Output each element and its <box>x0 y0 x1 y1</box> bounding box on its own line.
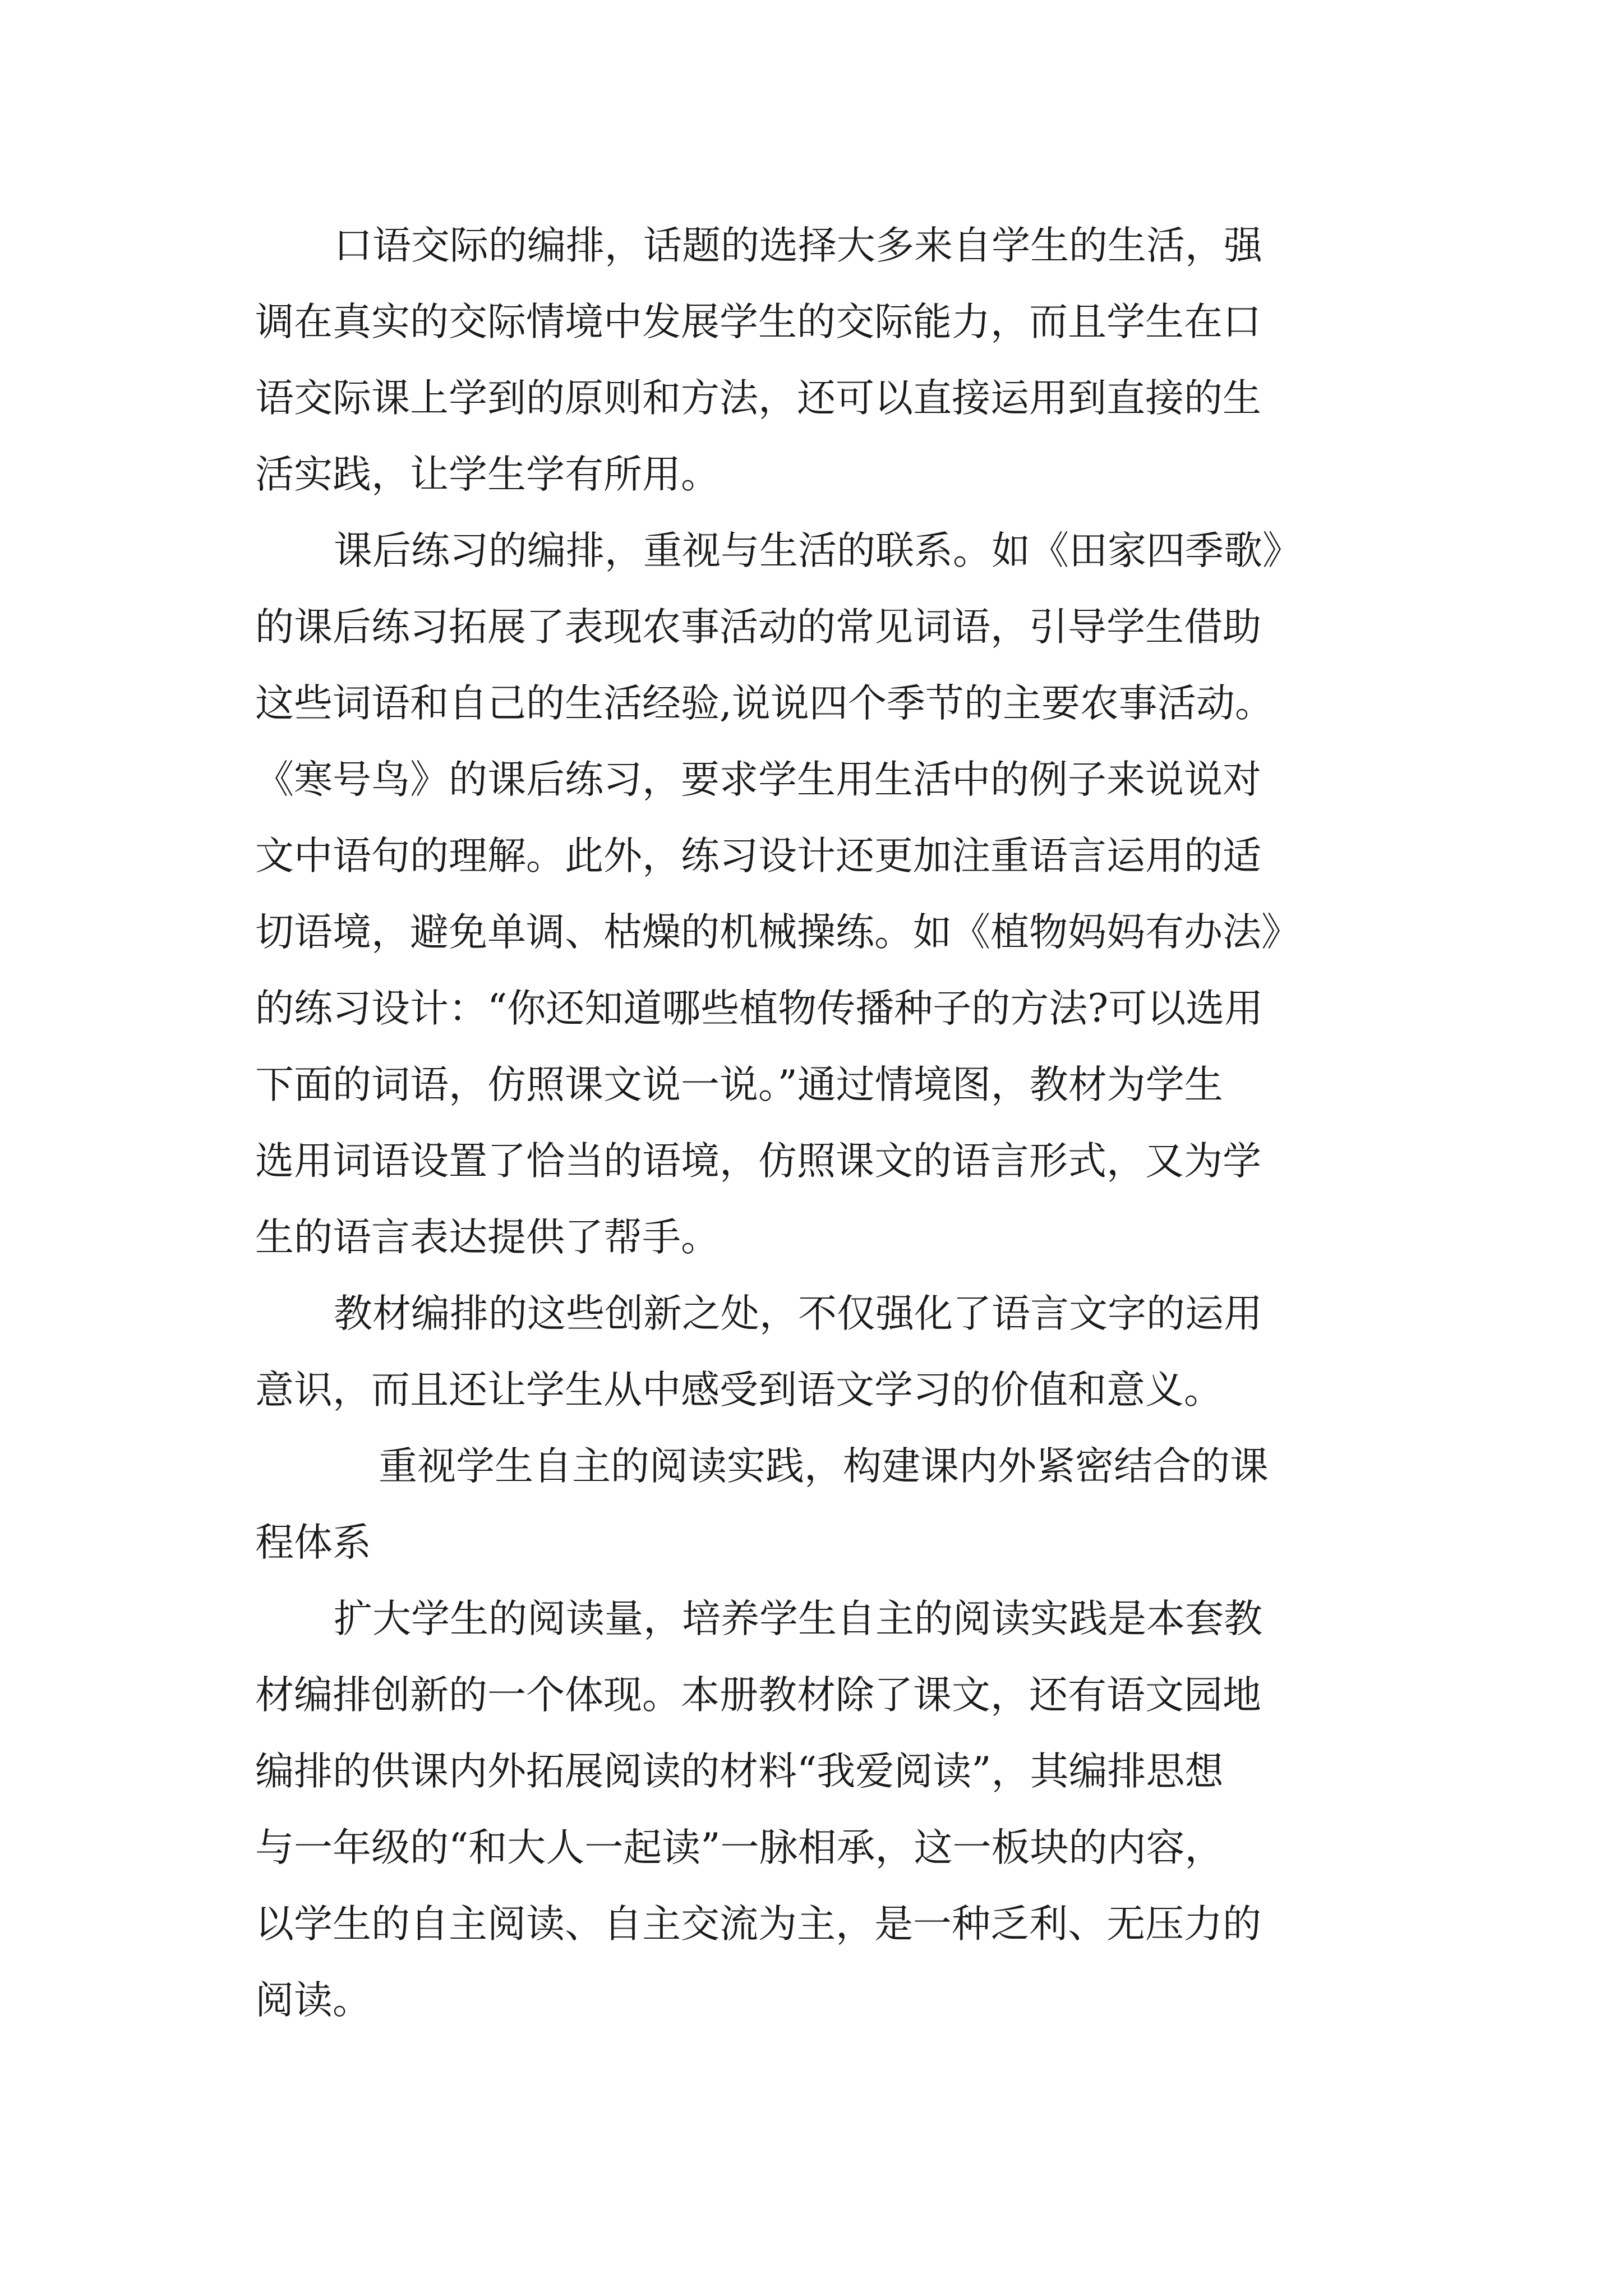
text-line: 选用词语设置了恰当的语境，仿照课文的语言形式，又为学 <box>255 1139 1261 1184</box>
text-line: 的课后练习拓展了表现农事活动的常见词语，引导学生借助 <box>255 605 1261 650</box>
text-line: 语交际课上学到的原则和方法，还可以直接运用到直接的生 <box>255 376 1261 421</box>
text-line: 与一年级的“和大人一起读”一脉相承，这一板块的内容， <box>255 1825 1224 1870</box>
text-line: 切语境，避免单调、枯燥的机械操练。如《植物妈妈有办法》 <box>255 910 1300 955</box>
section-heading <box>255 1428 1377 1581</box>
text-line: 文中语句的理解。此外，练习设计还更加注重语言运用的适 <box>255 834 1261 878</box>
text-line: 扩大学生的阅读量，培养学生自主的阅读实践是本套教 <box>334 1596 1262 1641</box>
text-line: 调在真实的交际情境中发展学生的交际能力，而且学生在口 <box>255 300 1261 344</box>
paragraph-reading-practice <box>255 1581 1377 2039</box>
text-line: 《寒号鸟》的课后练习，要求学生用生活中的例子来说说对 <box>255 757 1261 802</box>
text-line: 生的语言表达提供了帮手。 <box>255 1215 720 1260</box>
paragraph-oral-communication <box>255 208 1377 513</box>
document-body <box>255 208 1377 2039</box>
text-line: 意识，而且还让学生从中感受到语文学习的价值和意义。 <box>255 1368 1223 1412</box>
text-line: 口语交际的编排，话题的选择大多来自学生的生活，强 <box>334 223 1262 268</box>
text-line: 的练习设计：“你还知道哪些植物传播种子的方法?可以选用 <box>255 986 1264 1031</box>
text-line: 以学生的自主阅读、自主交流为主，是一种乏利、无压力的 <box>255 1902 1261 1947</box>
text-line: 下面的词语，仿照课文说一说。”通过情境图，教材为学生 <box>255 1062 1223 1107</box>
text-line: 这些词语和自己的生活经验,说说四个季节的主要农事活动。 <box>255 681 1274 726</box>
text-line: 编排的供课内外拓展阅读的材料“我爱阅读”，其编排思想 <box>255 1749 1224 1794</box>
heading-line: 程体系 <box>255 1520 371 1565</box>
paragraph-innovations <box>255 1276 1377 1428</box>
text-line: 课后练习的编排，重视与生活的联系。如《田家四季歌》 <box>334 528 1301 573</box>
text-line: 阅读。 <box>255 1978 371 2023</box>
heading-line: 重视学生自主的阅读实践，构建课内外紧密结合的课 <box>379 1444 1269 1489</box>
text-line: 材编排创新的一个体现。本册教材除了课文，还有语文园地 <box>255 1673 1261 1718</box>
text-line: 活实践，让学生学有所用。 <box>255 452 720 497</box>
text-line: 教材编排的这些创新之处，不仅强化了语言文字的运用 <box>334 1291 1262 1336</box>
paragraph-after-class-exercises <box>255 513 1377 1276</box>
